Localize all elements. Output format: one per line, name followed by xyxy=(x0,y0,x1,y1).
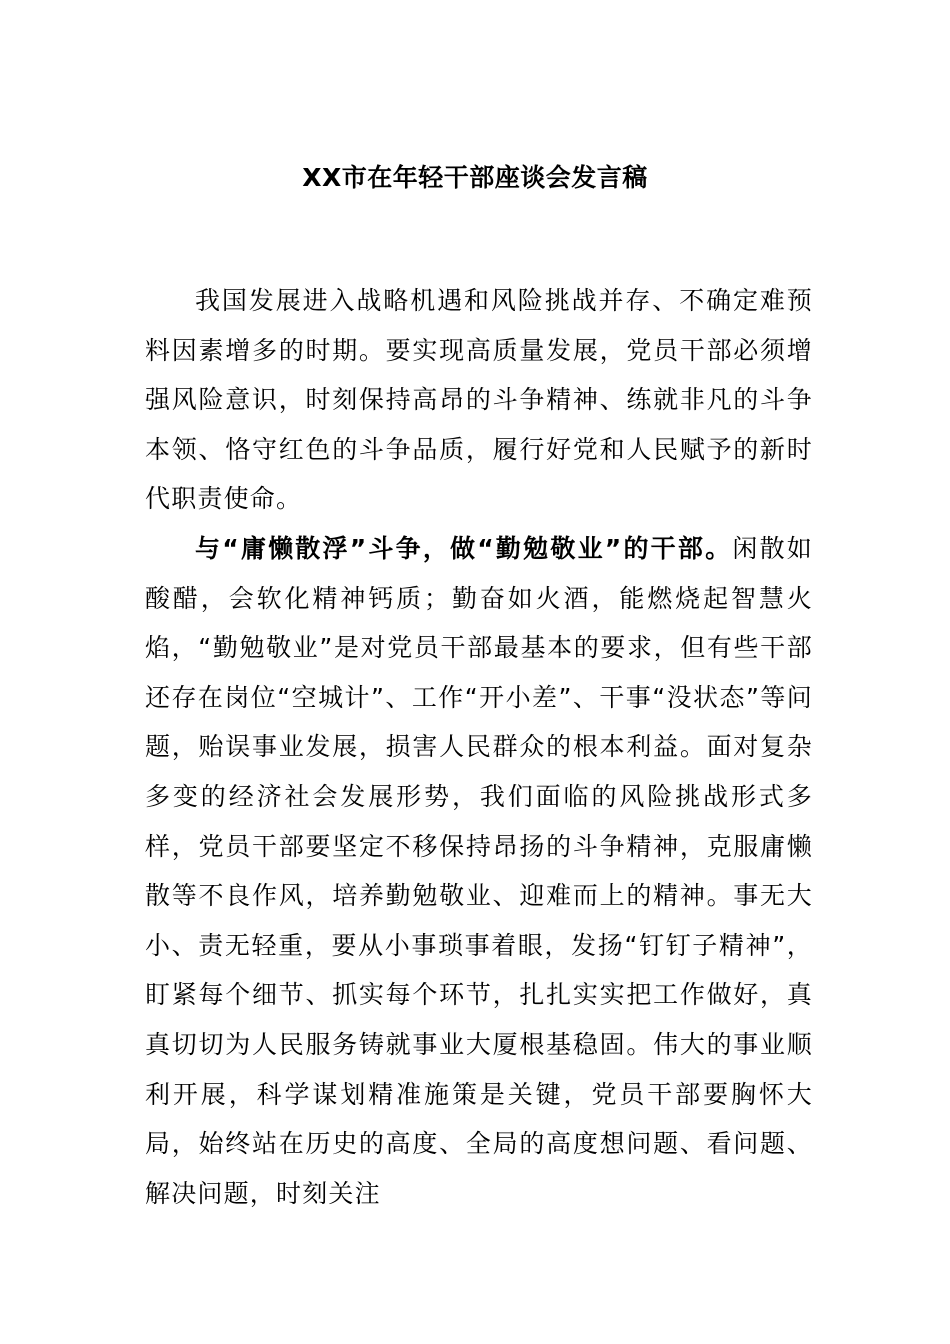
document-body xyxy=(145,276,813,1218)
paragraph-diligence xyxy=(145,524,813,1218)
document-title: XX市在年轻干部座谈会发言稿 xyxy=(302,163,648,192)
paragraph-lead: 与“庸懒散浮”斗争，做“勤勉敬业”的干部。 xyxy=(195,533,733,563)
paragraph-text: 我国发展进入战略机遇和风险挑战并存、不确定难预料因素增多的时期。要实现高质量发展，党员干部必须增强风险意识，时刻保持高昂的斗争精神、练就非凡的斗争本领、恪守红色的斗争品质，履行好党和人民赋予的新时代职责使命。 xyxy=(145,286,813,514)
paragraph-text: 闲散如酸醋，会软化精神钙质；勤奋如火酒，能燃烧起智慧火焰，“勤勉敬业”是对党员干部最基本的要求，但有些干部还存在岗位“空城计”、工作“开小差”、干事“没状态”等问题，贻误事业发展，损害人民群众的根本利益。面对复杂多变的经济社会发展形势，我们面临的风险挑战形式多样，党员干部要坚定不移保持昂扬的斗争精神，克服庸懒散等不良作风，培养勤勉敬业、迎难而上的精神。事无大小、责无轻重，要从小事琐事着眼，发扬“钉钉子精神”，盯紧每个细节、抓实每个环节，扎扎实实把工作做好，真真切切为人民服务铸就事业大厦根基稳固。伟大的事业顺利开展，科学谋划精准施策是关键，党员干部要胸怀大局，始终站在历史的高度、全局的高度想问题、看问题、解决问题，时刻关注 xyxy=(145,533,813,1208)
paragraph-intro xyxy=(145,276,813,524)
